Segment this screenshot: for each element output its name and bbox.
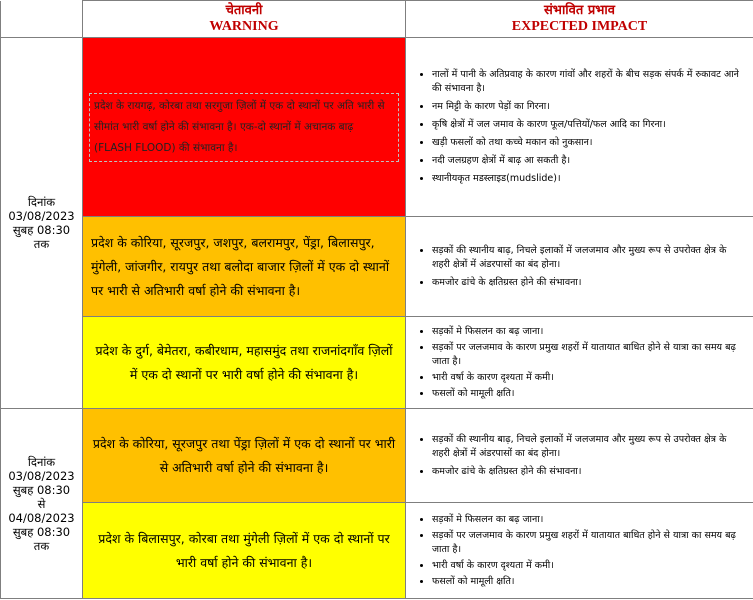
period1-date-cell: [1, 38, 83, 409]
date-line: 04/08/2023: [8, 510, 75, 525]
impact-item: • सड़कों मे फिसलन का बढ़ जाना।: [432, 325, 747, 339]
yellow-warning-text: प्रदेश के बिलासपुर, कोरबा तथा मुंगेली ज़िलों में एक दो स्थानों पर भारी वर्षा होने की संभावना है।: [98, 530, 390, 570]
red-impact-cell: [406, 38, 753, 217]
date-line: सुबह 08:30: [12, 223, 71, 237]
impact-item: • कमजोर ढांचे के क्षतिग्रस्त होने की संभावना।: [432, 465, 747, 479]
date-line: सुबह 08:30: [12, 482, 71, 497]
warning-header-english: WARNING: [209, 19, 279, 34]
orange-impact-cell: [406, 217, 753, 317]
impact-header-hindi: संभावित प्रभाव: [544, 3, 615, 18]
period2-yellow-row: [1, 503, 753, 599]
impact-item: • कमजोर ढांचे के क्षतिग्रस्त होने की संभावना।: [432, 276, 747, 290]
warning-header: [83, 1, 406, 38]
impact-item: • नालों में पानी के अतिप्रवाह के कारण गांवों और शहरों के बीच सड़क संपर्क में रुकावट आने की संभावना है।: [432, 68, 747, 96]
impact-header: [406, 1, 753, 38]
impact-item: • सड़कों मे फिसलन का बढ़ जाना।: [432, 513, 747, 527]
impact-item: • खड़ी फसलों को तथा कच्चे मकान को नुकसान।: [432, 136, 747, 150]
date-line: 03/08/2023: [8, 209, 75, 223]
orange-warning-cell: [83, 217, 406, 317]
date-line: 03/08/2023: [8, 468, 75, 483]
warning-header-hindi: चेतावनी: [225, 3, 263, 18]
orange-warning-text: प्रदेश के कोरिया, सूरजपुर तथा पेंड्रा ज़िलों में एक दो स्थानों पर भारी से अतिभारी वर्षा होने की संभावना है।: [92, 435, 396, 475]
red-impact-list: [406, 60, 753, 194]
yellow-impact-list: [406, 507, 753, 595]
impact-item: • फसलों को मामूली क्षति।: [432, 387, 747, 401]
red-warning-cell: [83, 38, 406, 217]
header-empty-cell: [1, 1, 83, 38]
impact-item: • भारी वर्षा के कारण दृश्यता में कमी।: [432, 559, 747, 573]
impact-item: • सड़कों पर जलजमाव के कारण प्रमुख शहरों में यातायात बाधित होने से यात्रा का समय बढ़ जाता है।: [432, 341, 747, 369]
impact-item: • कृषि क्षेत्रों में जल जमाव के कारण फूल/पत्तियों/फल आदि का गिरना।: [432, 118, 747, 132]
impact-item: • नम मिट्टी के कारण पेड़ों का गिरना।: [432, 100, 747, 114]
impact-item: • भारी वर्षा के कारण दृश्यता में कमी।: [432, 371, 747, 385]
period1-red-row: [1, 38, 753, 217]
date-line: से: [37, 496, 46, 511]
orange-impact-list: [406, 425, 753, 487]
orange-warning-text: प्रदेश के कोरिया, सूरजपुर, जशपुर, बलरामपुर, पेंड्रा, बिलासपुर, मुंगेली, जांजगीर, रायपुर तथा बलोदा बाजार ज़िलों में एक दो स्थानों पर भारी से अतिभारी वर्षा होने की संभावना है।: [91, 234, 390, 298]
impact-item: • नदी जलग्रहण क्षेत्रों में बाढ़ आ सकती है।: [432, 154, 747, 168]
date-line: दिनांक: [27, 454, 56, 469]
impact-item: • फसलों को मामूली क्षति।: [432, 575, 747, 589]
date-line: दिनांक: [27, 195, 56, 209]
yellow-impact-cell: [406, 317, 753, 409]
period2-orange-row: [1, 409, 753, 503]
period2-date-cell: [1, 409, 83, 599]
orange-impact-cell: [406, 409, 753, 503]
impact-item: • सड़कों की स्थानीय बाढ़, निचले इलाकों में जलजमाव और मुख्य रूप से उपरोक्त क्षेत्र के शहरी क्षेत्रों में अंडरपासों का बंद होना।: [432, 433, 747, 461]
header-row: [1, 1, 753, 38]
impact-header-english: EXPECTED IMPACT: [511, 19, 648, 34]
yellow-warning-text: प्रदेश के दुर्ग, बेमेतरा, कबीरधाम, महासमुंद तथा राजनांदगाँव ज़िलों में एक दो स्थानों पर भारी वर्षा होने की संभावना है।: [95, 342, 393, 382]
date-line: तक: [33, 237, 50, 251]
yellow-impact-cell: [406, 503, 753, 599]
orange-impact-list: [406, 236, 753, 298]
impact-item: • सड़कों की स्थानीय बाढ़, निचले इलाकों में जलजमाव और मुख्य रूप से उपरोक्त क्षेत्र के शहरी क्षेत्रों में अंडरपासों का बंद होना।: [432, 244, 747, 272]
impact-item: • सड़कों पर जलजमाव के कारण प्रमुख शहरों में यातायात बाधित होने से यात्रा का समय बढ़ जाता है।: [432, 529, 747, 557]
date-line: तक: [33, 538, 50, 553]
impact-item: • स्थानीयकृत मडस्लाइड(mudslide)।: [432, 172, 747, 186]
yellow-warning-cell: [83, 503, 406, 599]
red-warning-text: प्रदेश के रायगढ़, कोरबा तथा सरगुजा ज़िलों में एक दो स्थानों पर अति भारी से सीमांत भारी वर्षा होने की संभावना है। एक-दो स्थानों में अचानक बाढ़ (FLASH FLOOD) की संभावना है।: [89, 93, 399, 162]
period1-yellow-row: [1, 317, 753, 409]
yellow-impact-list: [406, 319, 753, 407]
yellow-warning-cell: [83, 317, 406, 409]
orange-warning-cell: [83, 409, 406, 503]
date-line: सुबह 08:30: [12, 524, 71, 539]
period1-orange-row: [1, 217, 753, 317]
